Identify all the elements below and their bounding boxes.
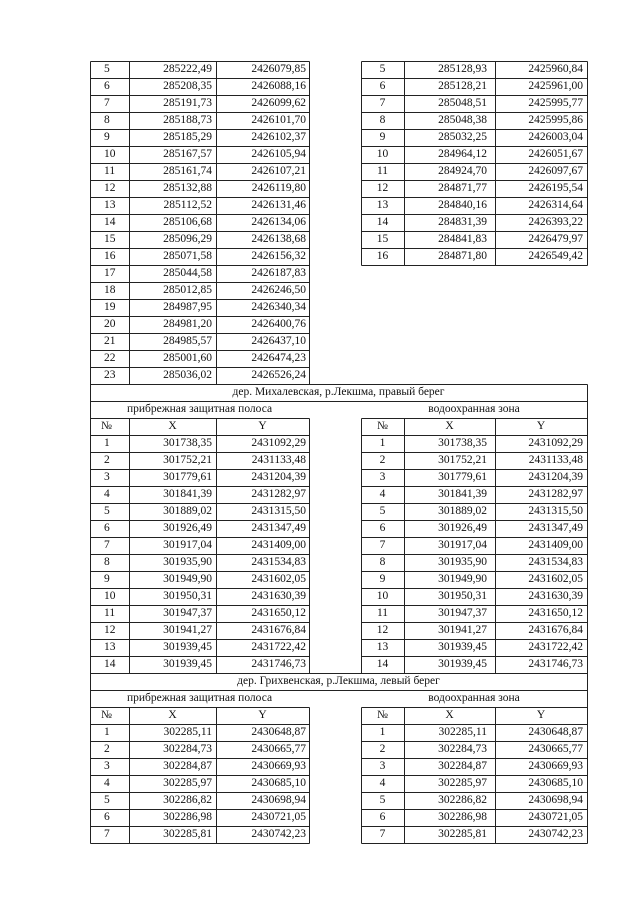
table-row bbox=[90, 61, 587, 78]
coord-y: 2426101,70 bbox=[251, 114, 306, 126]
table-row bbox=[90, 180, 587, 197]
point-number: 8 bbox=[104, 556, 110, 568]
coord-x: 302285,11 bbox=[438, 726, 487, 738]
coord-x: 301939,45 bbox=[438, 641, 487, 653]
table-row bbox=[90, 248, 587, 265]
point-number: 23 bbox=[104, 369, 116, 381]
point-number: 3 bbox=[379, 760, 386, 772]
coord-y: 2426138,68 bbox=[251, 233, 306, 245]
point-number: 8 bbox=[379, 114, 386, 126]
coord-x: 301935,90 bbox=[163, 556, 212, 568]
coord-x: 285044,58 bbox=[163, 267, 212, 279]
point-number: 13 bbox=[376, 641, 389, 653]
point-number: 5 bbox=[104, 794, 110, 806]
point-number: 22 bbox=[104, 352, 116, 364]
point-number: 11 bbox=[376, 165, 389, 177]
header-y: Y bbox=[536, 709, 546, 721]
point-number: 5 bbox=[104, 505, 110, 517]
coord-x: 302285,97 bbox=[438, 777, 487, 789]
coord-x: 285191,73 bbox=[163, 97, 212, 109]
point-number: 12 bbox=[376, 624, 389, 636]
point-number: 6 bbox=[104, 80, 110, 92]
point-number: 7 bbox=[104, 828, 110, 840]
coord-x: 285071,58 bbox=[163, 250, 212, 262]
coord-x: 285167,57 bbox=[163, 148, 212, 160]
table-row bbox=[90, 367, 587, 384]
coord-y: 2431676,84 bbox=[251, 624, 306, 636]
coordinates-document bbox=[90, 61, 587, 843]
point-number: 9 bbox=[104, 131, 110, 143]
coord-y: 2426195,54 bbox=[528, 182, 583, 194]
coord-x: 285128,93 bbox=[438, 63, 487, 75]
table-row bbox=[90, 299, 587, 316]
coord-x: 302286,82 bbox=[163, 794, 212, 806]
coord-x: 301941,27 bbox=[163, 624, 212, 636]
point-number: 13 bbox=[376, 199, 389, 211]
header-y: Y bbox=[258, 420, 267, 432]
coord-x: 302284,87 bbox=[163, 760, 212, 772]
coord-y: 2430698,94 bbox=[251, 794, 306, 806]
coord-y: 2426119,80 bbox=[251, 182, 306, 194]
table-row bbox=[90, 486, 587, 503]
coord-y: 2430665,77 bbox=[528, 743, 583, 755]
coord-y: 2426400,76 bbox=[251, 318, 306, 330]
coord-x: 301841,39 bbox=[163, 488, 212, 500]
point-number: 14 bbox=[376, 216, 389, 228]
table-row bbox=[90, 469, 587, 486]
coord-y: 2431602,05 bbox=[251, 573, 306, 585]
coord-x: 302285,97 bbox=[163, 777, 212, 789]
point-number: 7 bbox=[379, 97, 386, 109]
coord-x: 301917,04 bbox=[163, 539, 212, 551]
coord-y: 2431746,73 bbox=[528, 658, 583, 670]
coastal-strip-title: прибрежная защитная полоса bbox=[126, 692, 273, 704]
point-number: 11 bbox=[104, 607, 116, 619]
table-row bbox=[90, 639, 587, 656]
point-number: 11 bbox=[376, 607, 389, 619]
coord-y: 2431204,39 bbox=[528, 471, 583, 483]
point-number: 9 bbox=[379, 131, 386, 143]
coord-y: 2426549,42 bbox=[528, 250, 583, 262]
point-number: 14 bbox=[104, 658, 116, 670]
table-row bbox=[90, 333, 587, 350]
coord-y: 2426393,22 bbox=[528, 216, 583, 228]
point-number: 5 bbox=[379, 505, 386, 517]
coord-y: 2431282,97 bbox=[251, 488, 306, 500]
coord-x: 301947,37 bbox=[438, 607, 487, 619]
coord-x: 302286,98 bbox=[163, 811, 212, 823]
coord-y: 2431315,50 bbox=[251, 505, 306, 517]
coord-x: 285161,74 bbox=[163, 165, 212, 177]
table-row bbox=[90, 571, 587, 588]
point-number: 19 bbox=[104, 301, 116, 313]
coord-y: 2430742,23 bbox=[251, 828, 306, 840]
coord-y: 2430685,10 bbox=[528, 777, 583, 789]
point-number: 4 bbox=[104, 488, 110, 500]
coord-y: 2430721,05 bbox=[251, 811, 306, 823]
coord-y: 2431282,97 bbox=[528, 488, 583, 500]
coord-y: 2431630,39 bbox=[528, 590, 583, 602]
point-number: 10 bbox=[376, 590, 389, 602]
coord-y: 2431347,49 bbox=[251, 522, 306, 534]
coord-y: 2425995,77 bbox=[528, 97, 583, 109]
point-number: 1 bbox=[379, 437, 386, 449]
coord-y: 2431347,49 bbox=[528, 522, 583, 534]
table-row bbox=[90, 112, 587, 129]
coord-y: 2431092,29 bbox=[528, 437, 583, 449]
point-number: 7 bbox=[104, 539, 110, 551]
coord-x: 285012,85 bbox=[163, 284, 212, 296]
coord-y: 2426131,46 bbox=[251, 199, 306, 211]
coord-x: 284871,77 bbox=[438, 182, 487, 194]
coord-x: 285096,29 bbox=[163, 233, 212, 245]
table-row bbox=[90, 758, 587, 775]
point-number: 10 bbox=[104, 590, 116, 602]
coord-x: 301738,35 bbox=[438, 437, 487, 449]
point-number: 17 bbox=[104, 267, 116, 279]
coord-x: 301917,04 bbox=[438, 539, 487, 551]
point-number: 20 bbox=[104, 318, 116, 330]
coord-x: 302284,87 bbox=[438, 760, 487, 772]
coord-y: 2426088,16 bbox=[251, 80, 306, 92]
coord-y: 2430669,93 bbox=[528, 760, 583, 772]
coordinates-table-continued bbox=[90, 61, 587, 384]
coastal-strip-title: прибрежная защитная полоса bbox=[126, 403, 273, 415]
point-number: 3 bbox=[104, 760, 110, 772]
water-protection-zone-title: водоохранная зона bbox=[428, 692, 520, 704]
table-row bbox=[90, 520, 587, 537]
header-number: № bbox=[101, 420, 112, 432]
coord-x: 284964,12 bbox=[438, 148, 487, 160]
point-number: 2 bbox=[104, 743, 110, 755]
coord-x: 301941,27 bbox=[438, 624, 487, 636]
coord-x: 301935,90 bbox=[438, 556, 487, 568]
coord-x: 285036,02 bbox=[163, 369, 212, 381]
coord-x: 301752,21 bbox=[163, 454, 212, 466]
point-number: 11 bbox=[104, 165, 116, 177]
coord-x: 285132,88 bbox=[163, 182, 212, 194]
point-number: 12 bbox=[104, 182, 116, 194]
coord-y: 2430685,10 bbox=[251, 777, 306, 789]
coord-x: 284871,80 bbox=[438, 250, 487, 262]
point-number: 1 bbox=[104, 437, 110, 449]
coord-x: 284831,39 bbox=[438, 216, 487, 228]
coord-y: 2431409,00 bbox=[251, 539, 306, 551]
coord-y: 2426314,64 bbox=[528, 199, 583, 211]
coord-y: 2426187,83 bbox=[251, 267, 306, 279]
point-number: 6 bbox=[104, 522, 110, 534]
table-row bbox=[90, 826, 587, 843]
point-number: 18 bbox=[104, 284, 116, 296]
coord-x: 301889,02 bbox=[438, 505, 487, 517]
table-row bbox=[90, 78, 587, 95]
coord-x: 301752,21 bbox=[438, 454, 487, 466]
point-number: 4 bbox=[379, 488, 386, 500]
coord-x: 285222,49 bbox=[163, 63, 212, 75]
point-number: 7 bbox=[379, 828, 386, 840]
coord-x: 301947,37 bbox=[163, 607, 212, 619]
coord-y: 2430648,87 bbox=[528, 726, 583, 738]
table-row bbox=[90, 214, 587, 231]
point-number: 15 bbox=[376, 233, 389, 245]
point-number: 14 bbox=[104, 216, 116, 228]
header-x: X bbox=[168, 709, 177, 721]
point-number: 3 bbox=[104, 471, 110, 483]
point-number: 16 bbox=[376, 250, 389, 262]
coord-y: 2431534,83 bbox=[251, 556, 306, 568]
coord-y: 2426474,23 bbox=[251, 352, 306, 364]
coord-x: 285185,29 bbox=[163, 131, 212, 143]
point-number: 21 bbox=[104, 335, 116, 347]
table-row bbox=[90, 435, 587, 452]
coord-x: 301950,31 bbox=[438, 590, 487, 602]
coord-x: 301926,49 bbox=[438, 522, 487, 534]
table-row bbox=[90, 792, 587, 809]
coord-x: 301939,45 bbox=[163, 658, 212, 670]
coord-y: 2425995,86 bbox=[528, 114, 583, 126]
table-header-right bbox=[90, 707, 587, 724]
coord-y: 2426437,10 bbox=[251, 335, 306, 347]
coord-y: 2426105,94 bbox=[251, 148, 306, 160]
coord-y: 2431722,42 bbox=[528, 641, 583, 653]
coord-x: 302284,73 bbox=[438, 743, 487, 755]
coord-x: 301939,45 bbox=[438, 658, 487, 670]
coord-y: 2431650,12 bbox=[251, 607, 306, 619]
coord-y: 2426246,50 bbox=[251, 284, 306, 296]
header-x: X bbox=[168, 420, 177, 432]
coord-x: 284985,57 bbox=[163, 335, 212, 347]
header-y: Y bbox=[536, 420, 546, 432]
point-number: 7 bbox=[379, 539, 386, 551]
point-number: 2 bbox=[379, 743, 386, 755]
coord-y: 2426079,85 bbox=[251, 63, 306, 75]
coord-y: 2431315,50 bbox=[528, 505, 583, 517]
point-number: 13 bbox=[104, 641, 116, 653]
section-title: дер. Михалевская, р.Лекшма, правый берег bbox=[232, 386, 445, 398]
point-number: 2 bbox=[379, 454, 386, 466]
coord-x: 302285,11 bbox=[163, 726, 212, 738]
table-row bbox=[90, 554, 587, 571]
coord-y: 2426526,24 bbox=[251, 369, 306, 381]
coord-x: 285001,60 bbox=[163, 352, 212, 364]
point-number: 8 bbox=[104, 114, 110, 126]
coord-y: 2425960,84 bbox=[528, 63, 583, 75]
coord-y: 2431602,05 bbox=[528, 573, 583, 585]
section-mikhalevskaya bbox=[90, 384, 587, 673]
coord-x: 284924,70 bbox=[438, 165, 487, 177]
point-number: 16 bbox=[104, 250, 116, 262]
table-row bbox=[90, 537, 587, 554]
table-row bbox=[90, 775, 587, 792]
point-number: 13 bbox=[104, 199, 116, 211]
table-row bbox=[90, 741, 587, 758]
point-number: 7 bbox=[104, 97, 110, 109]
coord-y: 2425961,00 bbox=[528, 80, 583, 92]
coord-y: 2431133,48 bbox=[251, 454, 306, 466]
table-header-right bbox=[90, 418, 587, 435]
coord-x: 301949,90 bbox=[438, 573, 487, 585]
coord-y: 2431534,83 bbox=[528, 556, 583, 568]
header-number: № bbox=[101, 709, 112, 721]
table-row bbox=[90, 350, 587, 367]
coord-x: 285128,21 bbox=[438, 80, 487, 92]
table-row bbox=[90, 146, 587, 163]
point-number: 9 bbox=[379, 573, 386, 585]
header-y: Y bbox=[258, 709, 267, 721]
coord-y: 2430698,94 bbox=[528, 794, 583, 806]
section-grikhvenskaya bbox=[90, 673, 587, 843]
coord-y: 2426107,21 bbox=[251, 165, 306, 177]
coord-x: 302285,81 bbox=[438, 828, 487, 840]
coord-y: 2431746,73 bbox=[251, 658, 306, 670]
coord-x: 301779,61 bbox=[438, 471, 487, 483]
coord-x: 301950,31 bbox=[163, 590, 212, 602]
table-row bbox=[90, 622, 587, 639]
water-protection-zone-title: водоохранная зона bbox=[428, 403, 520, 415]
table-row bbox=[90, 265, 587, 282]
coord-x: 285208,35 bbox=[163, 80, 212, 92]
coord-y: 2431409,00 bbox=[528, 539, 583, 551]
point-number: 8 bbox=[379, 556, 386, 568]
point-number: 15 bbox=[104, 233, 116, 245]
point-number: 5 bbox=[379, 63, 386, 75]
table-row bbox=[90, 231, 587, 248]
point-number: 2 bbox=[104, 454, 110, 466]
coord-y: 2431676,84 bbox=[528, 624, 583, 636]
coord-y: 2431092,29 bbox=[251, 437, 306, 449]
coord-x: 302286,82 bbox=[438, 794, 487, 806]
coord-x: 302284,73 bbox=[163, 743, 212, 755]
coord-y: 2431133,48 bbox=[528, 454, 583, 466]
point-number: 6 bbox=[379, 80, 386, 92]
point-number: 10 bbox=[376, 148, 389, 160]
table-row bbox=[90, 129, 587, 146]
point-number: 6 bbox=[379, 811, 386, 823]
coord-y: 2426102,37 bbox=[251, 131, 306, 143]
coord-x: 284841,83 bbox=[438, 233, 487, 245]
header-number: № bbox=[377, 420, 388, 432]
coord-y: 2431630,39 bbox=[251, 590, 306, 602]
coord-x: 301841,39 bbox=[438, 488, 487, 500]
header-x: X bbox=[445, 420, 454, 432]
coord-x: 285106,68 bbox=[163, 216, 212, 228]
coord-y: 2430742,23 bbox=[528, 828, 583, 840]
coord-y: 2426051,67 bbox=[528, 148, 583, 160]
point-number: 6 bbox=[104, 811, 110, 823]
table-row bbox=[90, 163, 587, 180]
header-number: № bbox=[377, 709, 388, 721]
point-number: 12 bbox=[104, 624, 116, 636]
table-row bbox=[90, 282, 587, 299]
coord-y: 2426134,06 bbox=[251, 216, 306, 228]
table-row bbox=[90, 724, 587, 741]
table-row bbox=[90, 605, 587, 622]
coord-x: 284981,20 bbox=[163, 318, 212, 330]
coord-x: 301738,35 bbox=[163, 437, 212, 449]
coord-y: 2426156,32 bbox=[251, 250, 306, 262]
coord-y: 2426099,62 bbox=[251, 97, 306, 109]
coord-y: 2431204,39 bbox=[251, 471, 306, 483]
coord-y: 2430721,05 bbox=[528, 811, 583, 823]
coord-x: 285032,25 bbox=[438, 131, 487, 143]
table-row bbox=[90, 656, 587, 673]
coord-x: 285112,52 bbox=[163, 199, 212, 211]
coord-y: 2426340,34 bbox=[251, 301, 306, 313]
coord-x: 301949,90 bbox=[163, 573, 212, 585]
coord-y: 2426003,04 bbox=[528, 131, 583, 143]
coord-y: 2430669,93 bbox=[251, 760, 306, 772]
table-row bbox=[90, 452, 587, 469]
point-number: 1 bbox=[379, 726, 386, 738]
point-number: 9 bbox=[104, 573, 110, 585]
coord-x: 284840,16 bbox=[438, 199, 487, 211]
point-number: 14 bbox=[376, 658, 389, 670]
point-number: 4 bbox=[379, 777, 386, 789]
point-number: 5 bbox=[379, 794, 386, 806]
coord-y: 2426479,97 bbox=[528, 233, 583, 245]
table-row bbox=[90, 197, 587, 214]
coord-x: 301939,45 bbox=[163, 641, 212, 653]
point-number: 3 bbox=[379, 471, 386, 483]
table-row bbox=[90, 503, 587, 520]
point-number: 6 bbox=[379, 522, 386, 534]
section-title: дер. Гриxвенская, р.Лекшма, левый берег bbox=[237, 675, 440, 687]
coord-x: 284987,95 bbox=[163, 301, 212, 313]
coord-x: 285048,38 bbox=[438, 114, 487, 126]
point-number: 5 bbox=[104, 63, 110, 75]
coord-y: 2431650,12 bbox=[528, 607, 583, 619]
point-number: 1 bbox=[104, 726, 110, 738]
coord-x: 285048,51 bbox=[438, 97, 487, 109]
table-row bbox=[90, 809, 587, 826]
coord-x: 301889,02 bbox=[163, 505, 212, 517]
coord-y: 2431722,42 bbox=[251, 641, 306, 653]
coord-x: 285188,73 bbox=[163, 114, 212, 126]
coord-x: 302285,81 bbox=[163, 828, 212, 840]
table-row bbox=[90, 95, 587, 112]
coord-y: 2426097,67 bbox=[528, 165, 583, 177]
coord-x: 301926,49 bbox=[163, 522, 212, 534]
point-number: 4 bbox=[104, 777, 110, 789]
coord-x: 301779,61 bbox=[163, 471, 212, 483]
coord-x: 302286,98 bbox=[438, 811, 487, 823]
point-number: 10 bbox=[104, 148, 116, 160]
header-x: X bbox=[445, 709, 454, 721]
table-row bbox=[90, 588, 587, 605]
coord-y: 2430648,87 bbox=[251, 726, 306, 738]
coord-y: 2430665,77 bbox=[251, 743, 306, 755]
table-row bbox=[90, 316, 587, 333]
point-number: 12 bbox=[376, 182, 389, 194]
